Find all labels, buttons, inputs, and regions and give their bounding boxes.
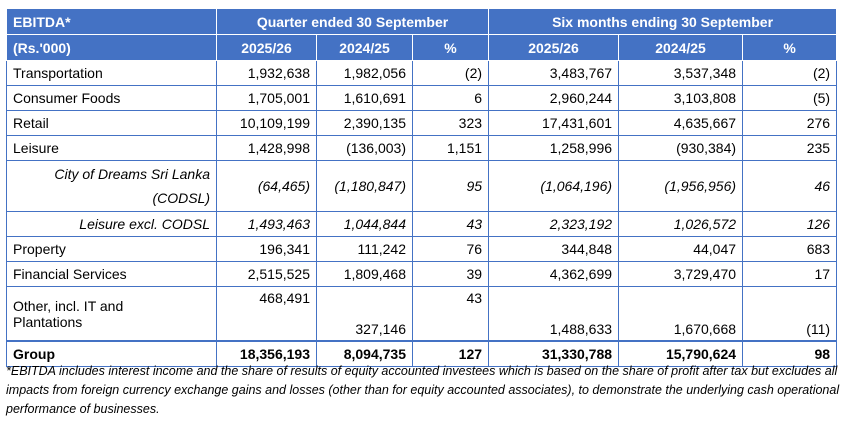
header-label-units: (Rs.'000) (7, 35, 217, 61)
cell-s-pct: (2) (743, 61, 837, 86)
cell-q-prior: (1,180,847) (317, 161, 413, 212)
cell-s-current: 1,258,996 (489, 136, 619, 161)
cell-q-pct: 127 (413, 341, 489, 367)
cell-q-current: 468,491 (217, 287, 317, 342)
row-label: Retail (7, 111, 217, 136)
header-group-quarter: Quarter ended 30 September (217, 9, 489, 35)
cell-s-current: 2,960,244 (489, 86, 619, 111)
cell-q-prior: 327,146 (317, 287, 413, 342)
cell-q-current: (64,465) (217, 161, 317, 212)
row-label-line1: Other, incl. IT and (13, 297, 124, 314)
cell-s-current: 31,330,788 (489, 341, 619, 367)
header-q-current-year: 2025/26 (217, 35, 317, 61)
row-label (7, 287, 217, 342)
table-row (7, 86, 837, 111)
row-label: Financial Services (7, 262, 217, 287)
table-row (7, 61, 837, 86)
cell-s-prior: 3,537,348 (619, 61, 743, 86)
table-row (7, 237, 837, 262)
cell-q-current: 18,356,193 (217, 341, 317, 367)
cell-q-pct: 95 (413, 161, 489, 212)
cell-s-prior: 3,103,808 (619, 86, 743, 111)
header-q-prior-year: 2024/25 (317, 35, 413, 61)
cell-s-prior: 4,635,667 (619, 111, 743, 136)
header-s-current-year: 2025/26 (489, 35, 619, 61)
cell-s-current: 2,323,192 (489, 212, 619, 237)
row-label-line2: Plantations (13, 313, 83, 330)
cell-s-pct: 98 (743, 341, 837, 367)
row-label: Leisure (7, 136, 217, 161)
cell-q-pct: 1,151 (413, 136, 489, 161)
cell-s-pct: (5) (743, 86, 837, 111)
cell-s-current: 344,848 (489, 237, 619, 262)
ebitda-table (6, 8, 837, 367)
cell-q-pct: 323 (413, 111, 489, 136)
cell-s-prior: (1,956,956) (619, 161, 743, 212)
cell-s-pct: 17 (743, 262, 837, 287)
cell-s-prior: 44,047 (619, 237, 743, 262)
header-s-prior-year: 2024/25 (619, 35, 743, 61)
cell-q-prior: 1,809,468 (317, 262, 413, 287)
cell-q-prior: 1,610,691 (317, 86, 413, 111)
header-q-pct: % (413, 35, 489, 61)
cell-s-pct: 683 (743, 237, 837, 262)
row-label: Group (7, 341, 217, 367)
row-label (7, 161, 217, 212)
cell-s-pct: 126 (743, 212, 837, 237)
cell-q-pct: 43 (413, 212, 489, 237)
cell-s-prior: 1,026,572 (619, 212, 743, 237)
header-row-groups (7, 9, 837, 35)
cell-q-prior: (136,003) (317, 136, 413, 161)
cell-q-pct: 76 (413, 237, 489, 262)
cell-s-current: 1,488,633 (489, 287, 619, 342)
cell-q-prior: 8,094,735 (317, 341, 413, 367)
ebitda-table-container (6, 8, 836, 367)
cell-q-current: 1,705,001 (217, 86, 317, 111)
table-row (7, 161, 837, 212)
header-s-pct: % (743, 35, 837, 61)
cell-s-current: (1,064,196) (489, 161, 619, 212)
cell-q-pct: (2) (413, 61, 489, 86)
row-label-line2: (CODSL) (152, 190, 210, 206)
cell-q-current: 196,341 (217, 237, 317, 262)
table-row (7, 212, 837, 237)
cell-q-current: 1,493,463 (217, 212, 317, 237)
cell-s-prior: 15,790,624 (619, 341, 743, 367)
cell-q-current: 1,428,998 (217, 136, 317, 161)
header-row-years (7, 35, 837, 61)
cell-s-prior: (930,384) (619, 136, 743, 161)
cell-q-prior: 1,044,844 (317, 212, 413, 237)
cell-s-current: 3,483,767 (489, 61, 619, 86)
cell-q-pct: 39 (413, 262, 489, 287)
cell-q-current: 2,515,525 (217, 262, 317, 287)
cell-q-current: 10,109,199 (217, 111, 317, 136)
row-label: Property (7, 237, 217, 262)
cell-s-current: 4,362,699 (489, 262, 619, 287)
cell-s-pct: (11) (743, 287, 837, 342)
cell-q-prior: 1,982,056 (317, 61, 413, 86)
cell-s-prior: 3,729,470 (619, 262, 743, 287)
cell-s-pct: 235 (743, 136, 837, 161)
header-label-ebitda: EBITDA* (7, 9, 217, 35)
table-row (7, 287, 837, 342)
table-row (7, 262, 837, 287)
cell-s-pct: 46 (743, 161, 837, 212)
cell-s-pct: 276 (743, 111, 837, 136)
row-label: Consumer Foods (7, 86, 217, 111)
cell-s-current: 17,431,601 (489, 111, 619, 136)
cell-q-pct: 6 (413, 86, 489, 111)
row-label-line1: City of Dreams Sri Lanka (54, 166, 210, 182)
cell-q-current: 1,932,638 (217, 61, 317, 86)
cell-q-pct: 43 (413, 287, 489, 342)
row-label: Leisure excl. CODSL (7, 212, 217, 237)
footnote: *EBITDA includes interest income and the share of results of equity accounted investees which is based on the share of profit after tax but excludes all impacts from foreign currency exchange gains and losses (other than for equity accounted associates), to demonstrate the underlying cash operational performance of businesses. (6, 364, 840, 416)
cell-q-prior: 111,242 (317, 237, 413, 262)
table-row (7, 111, 837, 136)
cell-s-prior: 1,670,668 (619, 287, 743, 342)
cell-q-prior: 2,390,135 (317, 111, 413, 136)
row-label: Transportation (7, 61, 217, 86)
header-group-six-months: Six months ending 30 September (489, 9, 837, 35)
table-row (7, 136, 837, 161)
